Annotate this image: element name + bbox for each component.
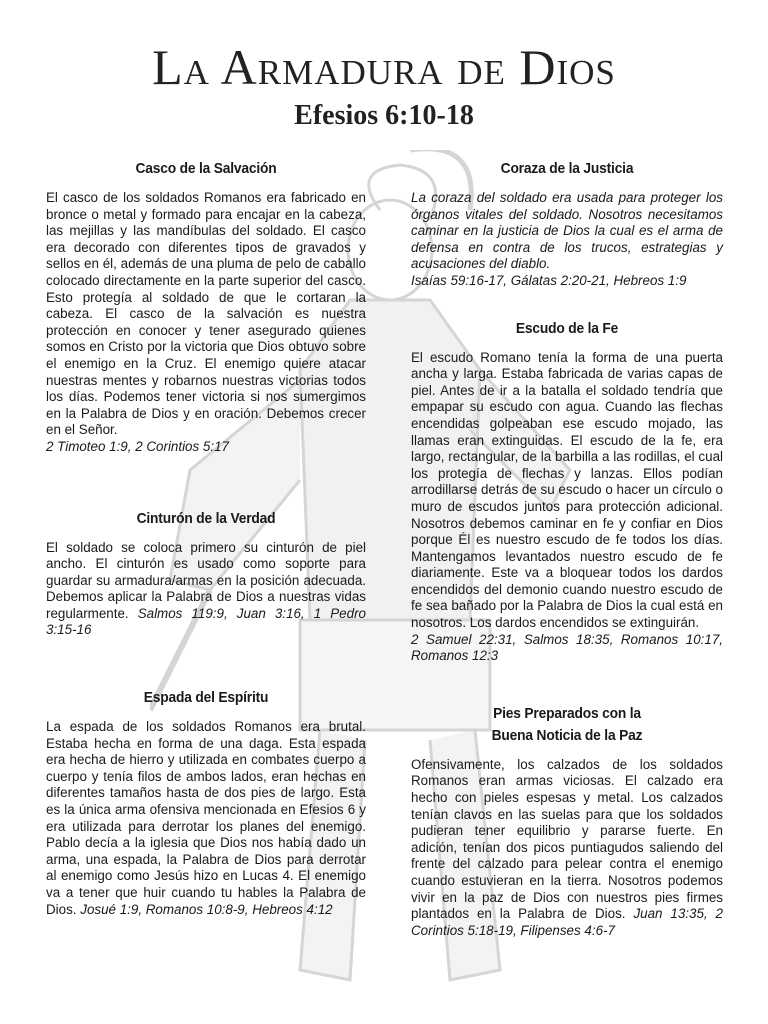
heading-line-1: Pies Preparados con la bbox=[493, 704, 641, 722]
section-heading: Espada del Espíritu bbox=[143, 689, 269, 707]
section-shield-of-faith bbox=[411, 318, 723, 665]
section-heading: Coraza de la Justicia bbox=[500, 160, 634, 177]
section-helmet-of-salvation bbox=[46, 158, 366, 456]
scripture-refs: 2 Samuel 22:31, Salmos 18:35, Romanos 10:17, Romanos 12:3 bbox=[411, 631, 723, 664]
section-belt-of-truth bbox=[46, 508, 366, 640]
section-body: El escudo Romano tenía la forma de una puerta ancha y larga. Estaba fabricada de varias capas de piel. Antes de ir a la batalla el soldado tendría que empapar su escudo con agua. Cuando las flechas encendidas golpeaban ese escudo mojado, las llamas eran extinguidas. El escudo de la fe, era largo, rectangular, de la barbilla a las rodillas, el cual los protegía de flechas y lanzas. Ellos podían arrodillarse detrás de su escudo o hacer un círculo o muro de escudos juntos para protección adicional. Nosotros debemos caminar en fe y confiar en Dios porque Él es nuestro escudo de fe todos los días. Mantengamos levantados nuestro escudo de fe diariamente. Este va a bloquear todos los dardos encendidos del demonio cuando nuestro escudo de fe sea bañado por la Palabra de Dios la cual está en nosotros. Los dardos encendidos se extinguirán. 2 Samuel 22:31, Salmos 18:35, Romanos 10:17, Romanos 12:3 bbox=[411, 349, 723, 664]
section-body: El soldado se coloca primero su cinturón de piel ancho. El cinturón es usado como soporte para guardar su armadura/armas en la posición adecuada. Debemos aplicar la Palabra de Dios a nuestras vidas regularmente. Salmos 119:9, Juan 3:16, 1 Pedro 3:15-16 bbox=[46, 539, 366, 638]
section-body: La coraza del soldado era usada para proteger los órganos vitales del soldado. Nosotros necesitamos caminar en la justicia de Dios la cual es el arma de defensa en contra de los trucos, estrategias y acusaciones del diablo. Isaías 59:16-17, Gálatas 2:20-21, Hebreos 1:9 bbox=[411, 190, 723, 288]
page-subtitle: Efesios 6:10-18 bbox=[294, 100, 474, 131]
scripture-refs: 2 Timoteo 1:9, 2 Corintios 5:17 bbox=[46, 438, 229, 454]
right-column bbox=[411, 158, 723, 953]
page-title: La Armadura de Dios bbox=[152, 39, 616, 95]
scripture-refs: Josué 1:9, Romanos 10:8-9, Hebreos 4:12 bbox=[80, 901, 333, 917]
section-body: El casco de los soldados Romanos era fabricado en bronce o metal y formado para encajar en la cabeza, las mejillas y las mandíbulas del soldado. El casco era decorado con diferentes tipos de gravados y sellos en él, además de una pluma de pelo de caballo colocado directamente en la parte superior del casco. Esto protegía al soldado de que le cortaran la cabeza. El casco de la salvación es nuestra protección en conocer y tener asegurado quienes somos en Cristo por la victoria que Dios obtuvo sobre el enemigo en la Cruz. El enemigo quiere atacar nuestras mentes y robarnos nuestras victorias todos los días. Podemos tener victoria si nos sumergimos en la Palabra de Dios y en oración. Debemos crecer en el Señor. 2 Timoteo 1:9, 2 Corintios 5:17 bbox=[46, 190, 366, 454]
section-heading: Escudo de la Fe bbox=[515, 319, 619, 337]
section-sword-of-the-spirit bbox=[46, 687, 366, 918]
scripture-refs: Juan 13:35, 2 Corintios 5:18-19, Filipenses 4:6-7 bbox=[411, 906, 723, 938]
section-heading bbox=[423, 703, 710, 747]
section-heading: Cinturón de la Verdad bbox=[136, 509, 276, 527]
section-breastplate-of-righteousness bbox=[411, 158, 723, 290]
scripture-refs: Salmos 119:9, Juan 3:16, 1 Pedro 3:15-16 bbox=[46, 605, 366, 638]
section-body: Ofensivamente, los calzados de los soldados Romanos eran armas viciosas. El calzado era hecho con pieles espesas y metal. Los calzados tenían clavos en las suelas para que los soldados pudieran tener equilibrio y pararse fuerte. En adición, tenían dos picos puntiagudos saliendo del frente del calzado para pelear contra el enemigo cuando estuvieran en la tierra. Nosotros podemos vivir en la paz de Dios con nuestros pies firmes plantados en la Palabra de Dios. Juan 13:35, 2 Corintios 5:18-19, Filipenses 4:6-7 bbox=[411, 756, 723, 938]
left-column bbox=[46, 158, 366, 932]
heading-line-2: Buena Noticia de la Paz bbox=[491, 726, 643, 744]
section-feet-prepared bbox=[411, 703, 723, 940]
section-heading: Casco de la Salvación bbox=[135, 160, 277, 177]
scripture-refs: Isaías 59:16-17, Gálatas 2:20-21, Hebreos 1:9 bbox=[411, 272, 687, 288]
section-body: La espada de los soldados Romanos era brutal. Estaba hecha en forma de una daga. Esta espada era hecha de hierro y utilizada en combates cuerpo a cuerpo y tenía filos de ambos lados, eran hechas en diferentes tamaños hasta de dos pies de largo. Esta es la única arma ofensiva mencionada en Efesios 6 y era utilizada para derrotar los planes del enemigo. Pablo decía a la iglesia que Dios nos había dado un arma, una espada, la Palabra de Dios para derrotar al enemigo como Jesús hizo en Lucas 4. El enemigo va a tener que huir cuando tu hables la Palabra de Dios. Josué 1:9, Romanos 10:8-9, Hebreos 4:12 bbox=[46, 719, 366, 917]
